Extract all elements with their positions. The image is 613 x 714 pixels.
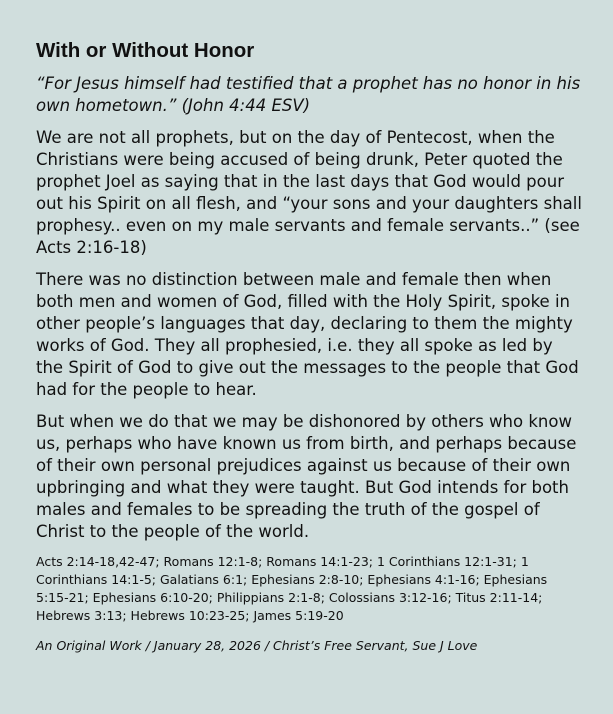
scripture-quote: “For Jesus himself had testified that a prophet has no honor in his own hometown.” (John 4:44 ESV) (36, 74, 581, 115)
author-footer: An Original Work / January 28, 2026 / Christ’s Free Servant, Sue J Love (36, 638, 478, 653)
page-title: With or Without Honor (36, 39, 255, 62)
paragraph-3: But when we do that we may be dishonored by others who know us, perhaps who have known us from birth, and perhaps because of their own personal prejudices against us because of their own upbringing and what they were taught. But God intends for both males and females to be spreading the truth of the gospel of Christ to the people of the world. (36, 412, 577, 541)
paragraph-1: We are not all prophets, but on the day of Pentecost, when the Christians were being accused of being drunk, Peter quoted the prophet Joel as saying that in the last days that God would pour out his Spirit on all flesh, and “your sons and your daughters shall prophesy.. even on my male servants and female servants..” (see Acts 2:16-18) (36, 128, 582, 257)
scripture-references: Acts 2:14-18,42-47; Romans 12:1-8; Romans 14:1-23; 1 Corinthians 12:1-31; 1 Corinthians 14:1-5; Galatians 6:1; Ephesians 2:8-10; Ephesians 4:1-16; Ephesians 5:15-21; Ephesians 6:10-20; Philippians 2:1-8; Colossians 3:12-16; Titus 2:11-14; Hebrews 3:13; Hebrews 10:23-25; James 5:19-20 (36, 554, 548, 623)
paragraph-2: There was no distinction between male and female then when both men and women of God, filled with the Holy Spirit, spoke in other people’s languages that day, declaring to them the mighty works of God. They all prophesied, i.e. they all spoke as led by the Spirit of God to give out the messages to the people that God had for the people to hear. (36, 270, 579, 399)
